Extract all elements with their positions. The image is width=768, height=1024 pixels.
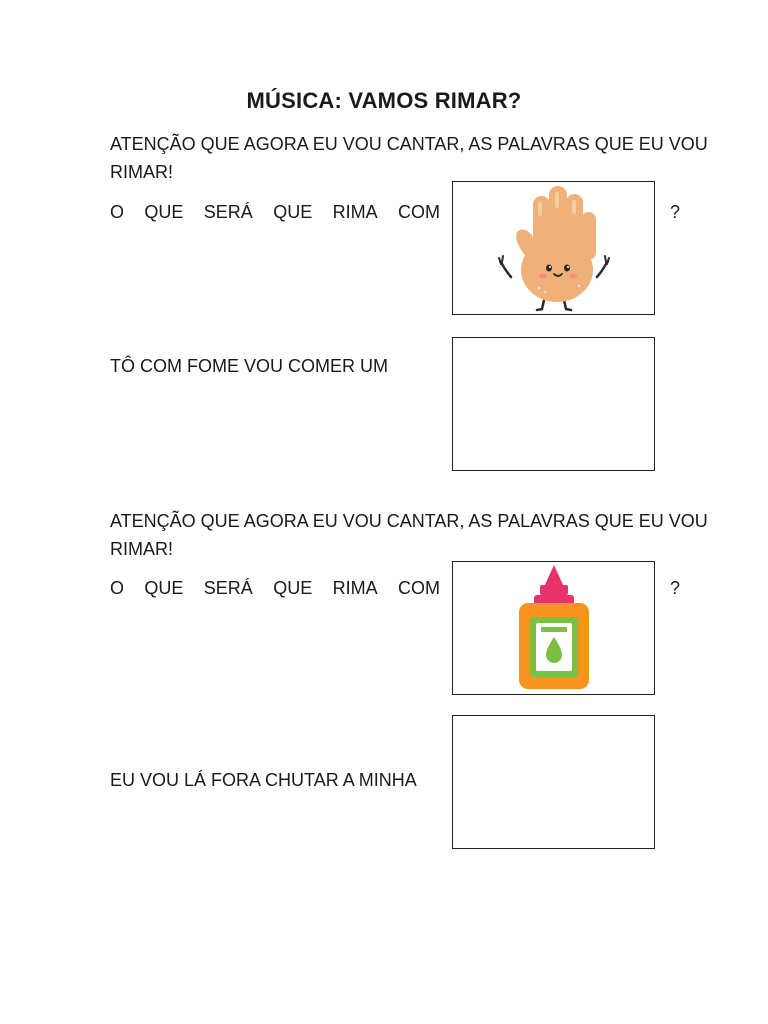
picture-box — [452, 181, 655, 315]
question-word: SERÁ — [203, 202, 253, 222]
picture-box — [452, 561, 655, 695]
verse-intro: ATENÇÃO QUE AGORA EU VOU CANTAR, AS PALAVRAS QUE EU VOU RIMAR! — [110, 511, 708, 559]
question-word: O — [110, 578, 125, 598]
empty-answer-box — [452, 715, 655, 849]
answer-line: TÔ COM FOME VOU COMER UM — [110, 356, 388, 376]
answer-line: EU VOU LÁ FORA CHUTAR A MINHA — [110, 770, 417, 790]
verse-intro: ATENÇÃO QUE AGORA EU VOU CANTAR, AS PALAVRAS QUE EU VOU RIMAR! — [110, 134, 708, 182]
question-word: RIMA — [332, 578, 378, 598]
question-word: RIMA — [332, 202, 378, 222]
empty-answer-box — [452, 337, 655, 471]
question-word: QUE — [273, 202, 313, 222]
hand-icon — [489, 182, 619, 314]
question-word: QUE — [273, 578, 313, 598]
question-word: QUE — [144, 202, 184, 222]
page-title: MÚSICA: VAMOS RIMAR? — [246, 88, 522, 113]
question-word: SERÁ — [203, 578, 253, 598]
question-word: COM — [397, 578, 440, 598]
glue-bottle-icon — [514, 563, 594, 693]
rhyme-question — [110, 202, 440, 223]
rhyme-question — [110, 578, 440, 599]
question-word: QUE — [144, 578, 184, 598]
question-mark: ? — [670, 202, 681, 222]
question-word: O — [110, 202, 125, 222]
question-mark: ? — [670, 578, 681, 598]
question-word: COM — [397, 202, 440, 222]
